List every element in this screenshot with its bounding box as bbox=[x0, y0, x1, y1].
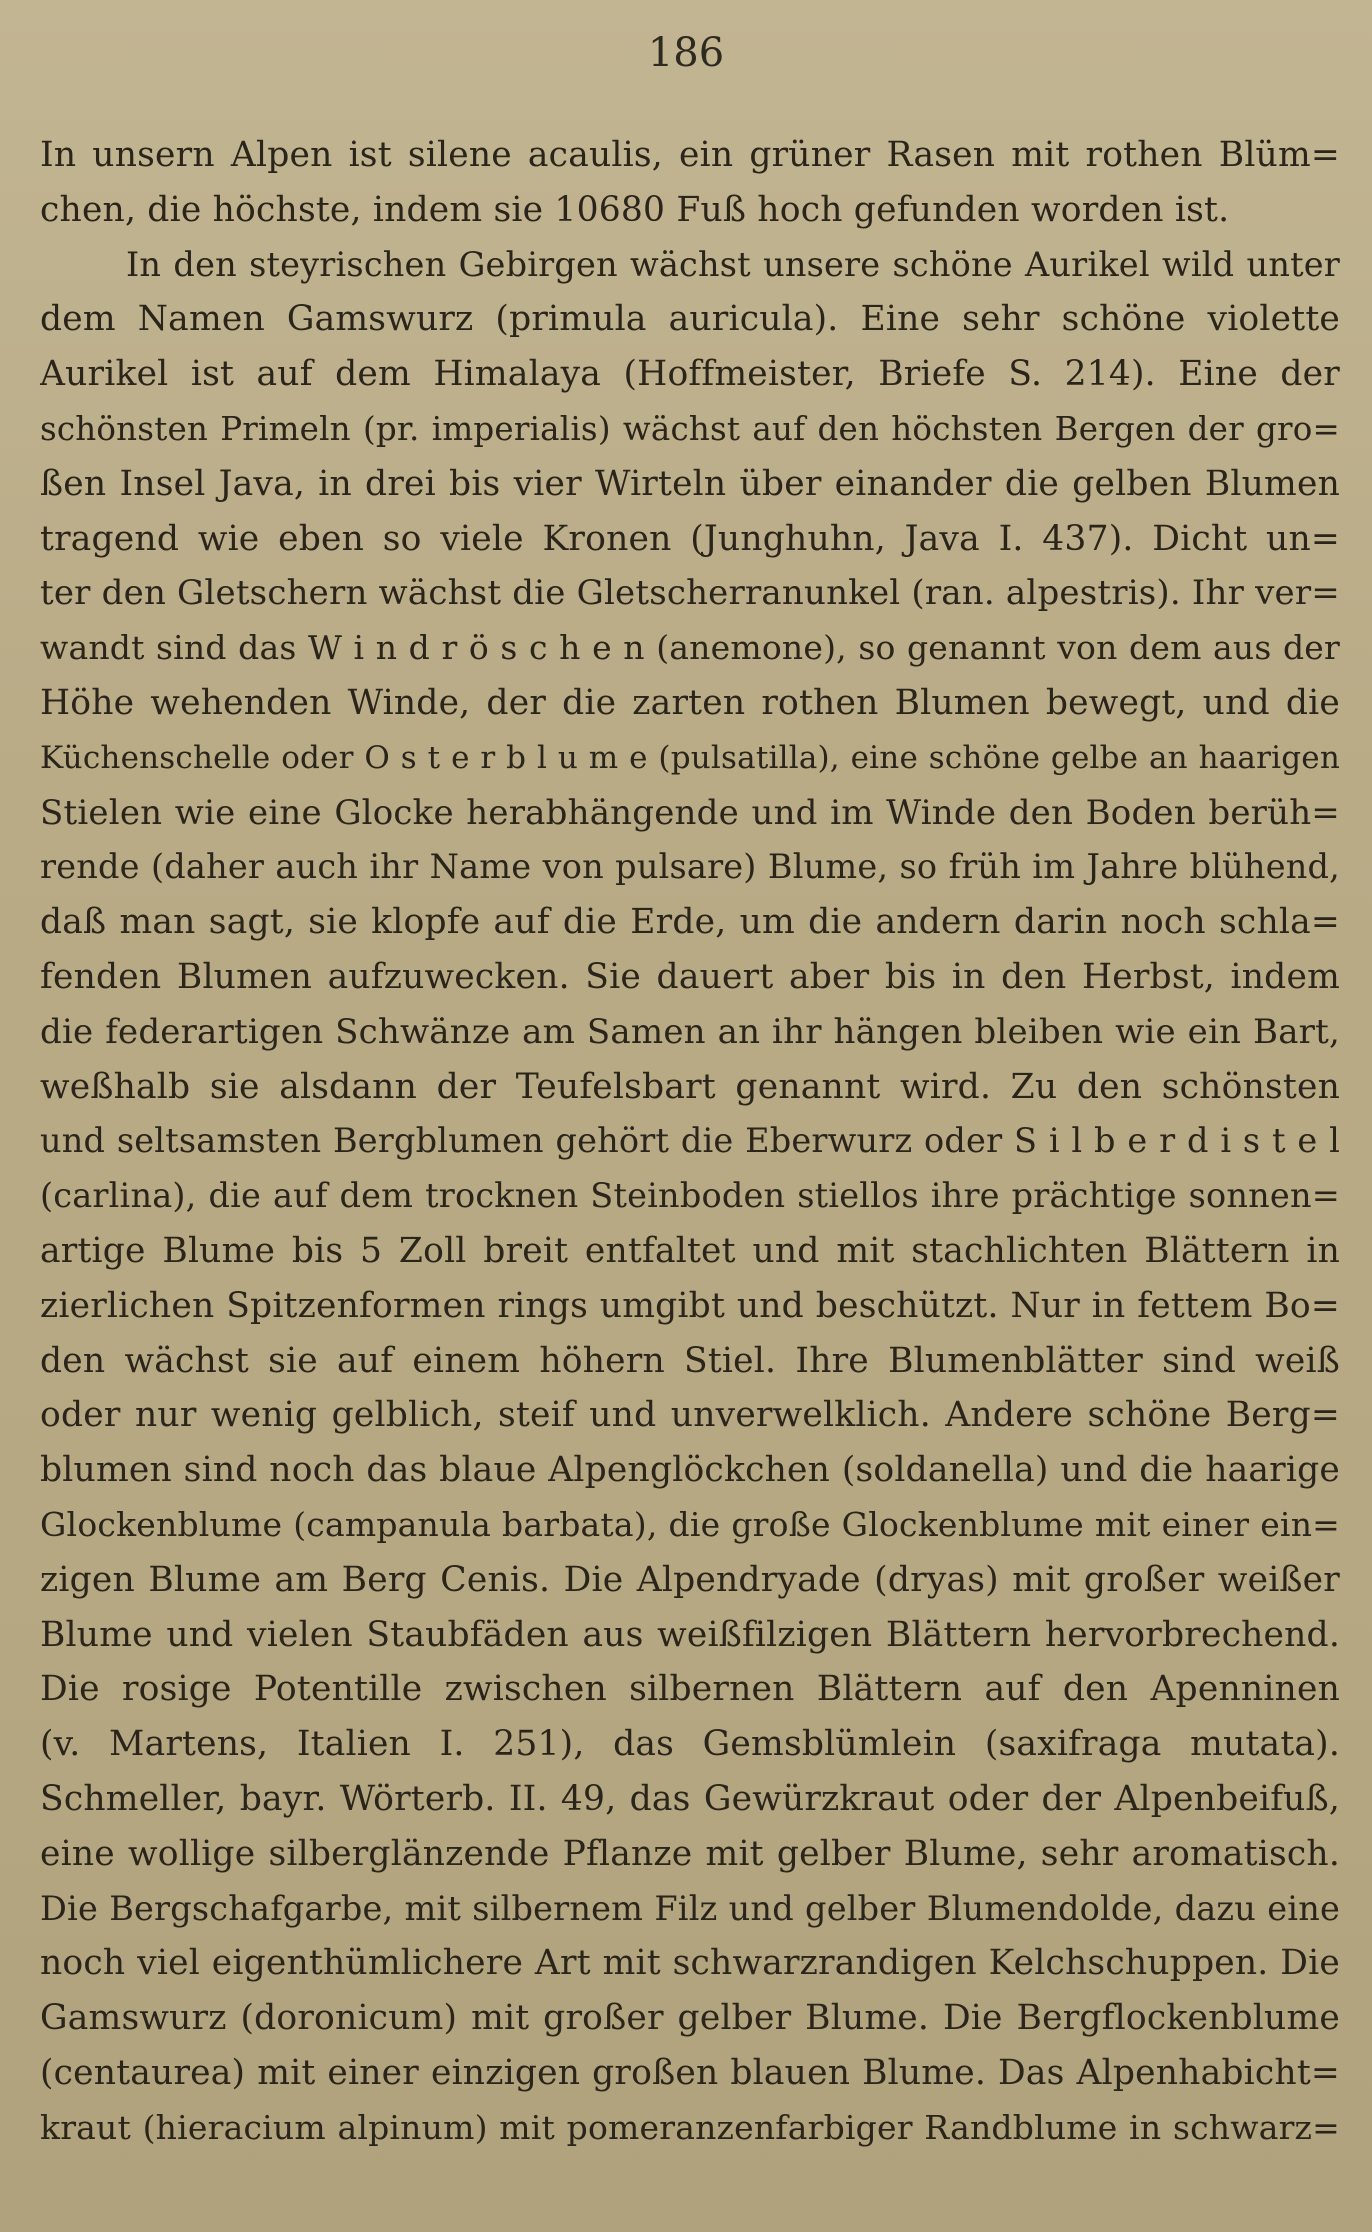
text-line bbox=[40, 1936, 1340, 1991]
text-line-content: die federartigen Schwänze am Samen an ihr hängen bleiben wie ein Bart, bbox=[40, 1011, 1340, 1052]
text-line-content: fenden Blumen aufzuwecken. Sie dauert aber bis in den Herbst, indem bbox=[40, 956, 1340, 997]
text-line-content: (carlina), die auf dem trocknen Steinboden stiellos ihre prächtige sonnen= bbox=[40, 1176, 1340, 1216]
text-line bbox=[40, 1553, 1340, 1608]
text-line-content: wandt sind das W i n d r ö s c h e n (anemone), so genannt von dem aus der bbox=[40, 628, 1340, 668]
text-line bbox=[40, 950, 1340, 1005]
text-line-content: kraut (hieracium alpinum) mit pomeranzenfarbiger Randblume in schwarz= bbox=[40, 2107, 1340, 2147]
text-line-content: In den steyrischen Gebirgen wächst unsere schöne Aurikel wild unter bbox=[126, 244, 1340, 284]
text-line bbox=[40, 1717, 1340, 1772]
text-line bbox=[40, 512, 1340, 567]
body-text bbox=[40, 128, 1340, 2155]
text-line bbox=[40, 1498, 1340, 1553]
text-line bbox=[40, 1388, 1340, 1443]
text-line-content: (v. Martens, Italien I. 251), das Gemsblümlein (saxifraga mutata). bbox=[40, 1724, 1340, 1765]
text-line-content: Küchenschelle oder O s t e r b l u m e (pulsatilla), eine schöne gelbe an haarigen bbox=[40, 739, 1340, 776]
text-line bbox=[40, 1060, 1340, 1115]
text-line-content: Die rosige Potentille zwischen silbernen Blättern auf den Apenninen bbox=[40, 1669, 1340, 1710]
text-line bbox=[40, 621, 1340, 676]
text-line bbox=[40, 402, 1340, 457]
text-line-content: Höhe wehenden Winde, der die zarten rothen Blumen bewegt, und die bbox=[40, 682, 1340, 723]
text-line-content: schönsten Primeln (pr. imperialis) wächst auf den höchsten Bergen der gro= bbox=[40, 409, 1340, 448]
text-line bbox=[40, 1827, 1340, 1882]
text-line bbox=[40, 238, 1340, 293]
text-line-content: chen, die höchste, indem sie 10680 Fuß hoch gefunden worden ist. bbox=[40, 189, 1230, 230]
text-line-content: Die Bergschafgarbe, mit silbernem Filz und gelber Blumendolde, dazu eine bbox=[40, 1888, 1340, 1928]
text-line-content: (centaurea) mit einer einzigen großen blauen Blume. Das Alpenhabicht= bbox=[40, 2052, 1340, 2093]
text-line-content: Blume und vielen Staubfäden aus weißfilzigen Blättern hervorbrechend. bbox=[40, 1614, 1340, 1655]
text-line-content: Stielen wie eine Glocke herabhängende und im Winde den Boden berüh= bbox=[40, 792, 1340, 833]
text-line bbox=[40, 731, 1340, 786]
text-line bbox=[40, 1169, 1340, 1224]
text-line bbox=[40, 840, 1340, 895]
text-line bbox=[40, 1114, 1340, 1169]
text-line-content: blumen sind noch das blaue Alpenglöckchen (soldanella) und die haarige bbox=[40, 1450, 1340, 1491]
text-line bbox=[40, 1005, 1340, 1060]
text-line bbox=[40, 566, 1340, 621]
text-line bbox=[40, 1772, 1340, 1827]
text-line-content: zierlichen Spitzenformen rings umgibt und beschützt. Nur in fettem Bo= bbox=[40, 1285, 1340, 1326]
text-line-content: Aurikel ist auf dem Himalaya (Hoffmeister, Briefe S. 214). Eine der bbox=[40, 354, 1340, 395]
page-number: 186 bbox=[647, 30, 725, 76]
text-line-content: artige Blume bis 5 Zoll breit entfaltet und mit stachlichten Blättern in bbox=[40, 1230, 1340, 1271]
text-line-content: den wächst sie auf einem höhern Stiel. Ihre Blumenblätter sind weiß bbox=[40, 1340, 1340, 1381]
text-line-content: weßhalb sie alsdann der Teufelsbart genannt wird. Zu den schönsten bbox=[40, 1066, 1340, 1107]
text-line bbox=[40, 1334, 1340, 1389]
text-line-content: und seltsamsten Bergblumen gehört die Eberwurz oder S i l b e r d i s t e l bbox=[40, 1121, 1340, 1161]
text-line bbox=[40, 1662, 1340, 1717]
text-line-content: noch viel eigenthümlichere Art mit schwarzrandigen Kelchschuppen. Die bbox=[40, 1943, 1340, 1984]
text-line bbox=[40, 676, 1340, 731]
text-line bbox=[40, 895, 1340, 950]
text-line-content: oder nur wenig gelblich, steif und unverwelklich. Andere schöne Berg= bbox=[40, 1395, 1340, 1436]
text-line-content: daß man sagt, sie klopfe auf die Erde, um die andern darin noch schla= bbox=[40, 902, 1340, 943]
text-line-content: tragend wie eben so viele Kronen (Junghuhn, Java I. 437). Dicht un= bbox=[40, 518, 1340, 559]
text-line bbox=[40, 2046, 1340, 2101]
text-line-content: Gamswurz (doronicum) mit großer gelber Blume. Die Bergflockenblume bbox=[40, 1998, 1340, 2039]
text-line bbox=[40, 347, 1340, 402]
text-line-content: Glockenblume (campanula barbata), die große Glockenblume mit einer ein= bbox=[40, 1504, 1340, 1544]
text-line bbox=[40, 1991, 1340, 2046]
text-line-content: Schmeller, bayr. Wörterb. II. 49, das Gewürzkraut oder der Alpenbeifuß, bbox=[40, 1778, 1340, 1819]
text-line-content: eine wollige silberglänzende Pflanze mit gelber Blume, sehr aromatisch. bbox=[40, 1833, 1340, 1874]
text-line-content: zigen Blume am Berg Cenis. Die Alpendryade (dryas) mit großer weißer bbox=[40, 1559, 1340, 1600]
text-line bbox=[40, 183, 1340, 238]
text-line bbox=[40, 1443, 1340, 1498]
text-line bbox=[40, 292, 1340, 347]
text-line bbox=[40, 457, 1340, 512]
text-line bbox=[40, 128, 1340, 183]
text-line bbox=[40, 2101, 1340, 2156]
text-line bbox=[40, 1224, 1340, 1279]
text-line-content: rende (daher auch ihr Name von pulsare) Blume, so früh im Jahre blühend, bbox=[40, 847, 1340, 887]
text-line-content: dem Namen Gamswurz (primula auricula). Eine sehr schöne violette bbox=[40, 299, 1340, 340]
text-line bbox=[40, 1882, 1340, 1937]
text-line-content: ter den Gletschern wächst die Gletscherranunkel (ran. alpestris). Ihr ver= bbox=[40, 573, 1340, 614]
text-line bbox=[40, 1608, 1340, 1663]
text-line-content: ßen Insel Java, in drei bis vier Wirteln über einander die gelben Blumen bbox=[40, 463, 1340, 504]
text-line bbox=[40, 786, 1340, 841]
text-line-content: In unsern Alpen ist silene acaulis, ein grüner Rasen mit rothen Blüm= bbox=[40, 135, 1340, 175]
text-line bbox=[40, 1279, 1340, 1334]
